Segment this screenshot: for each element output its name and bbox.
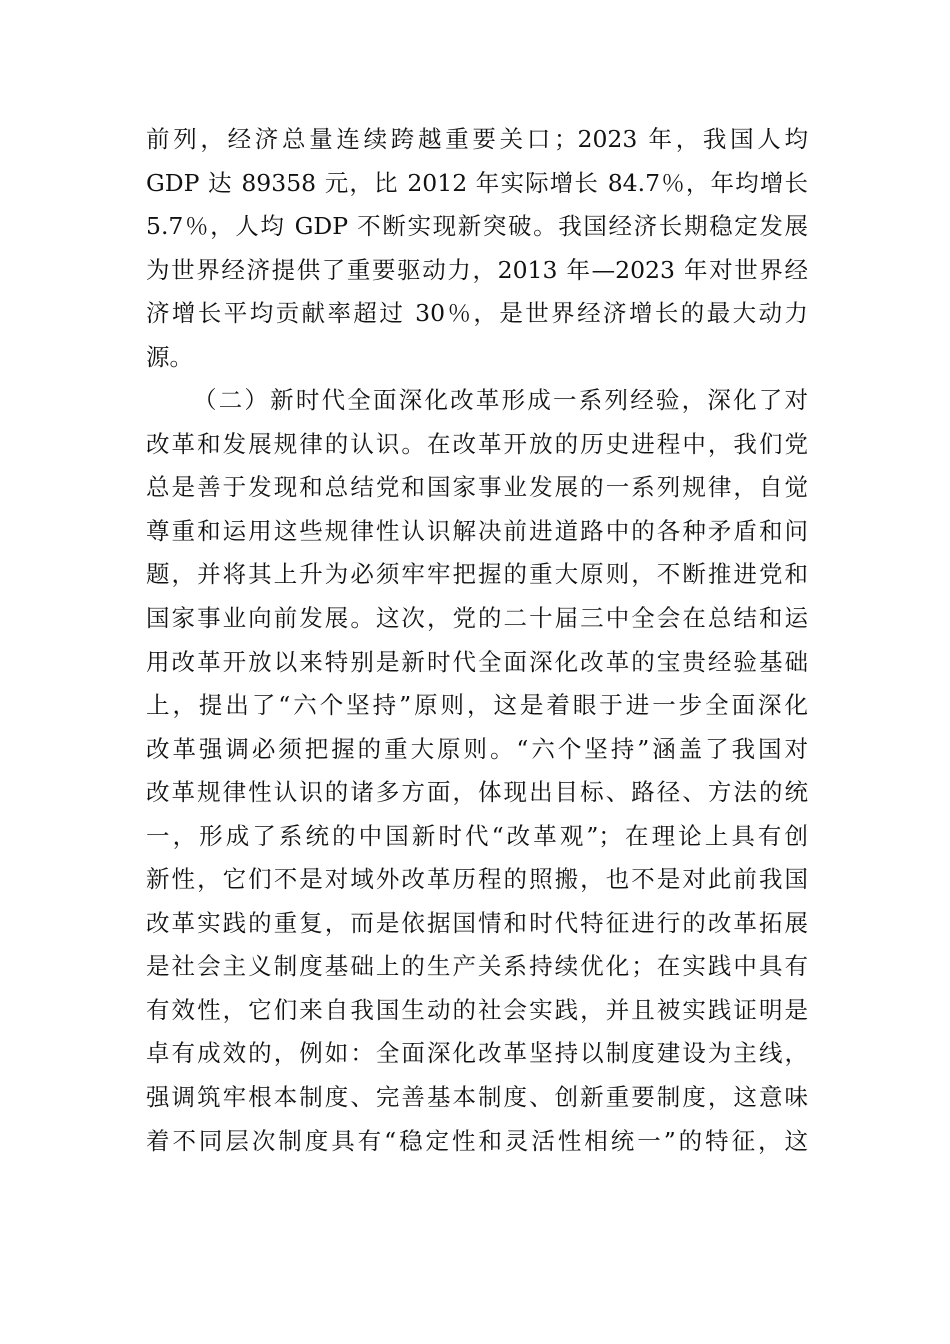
text-line: 题，并将其上升为必须牢牢把握的重大原则，不断推进党和	[146, 560, 808, 589]
text-line: 卓有成效的，例如：全面深化改革坚持以制度建设为主线，	[146, 1039, 808, 1068]
text-line: 是社会主义制度基础上的生产关系持续优化；在实践中具有	[146, 952, 808, 981]
body-text	[146, 118, 808, 1163]
text-line: 济增长平均贡献率超过 30％，是世界经济增长的最大动力	[146, 299, 808, 328]
section-heading-line: （二）新时代全面深化改革形成一系列经验，深化了对	[193, 386, 808, 415]
text-line: 尊重和运用这些规律性认识解决前进道路中的各种矛盾和问	[146, 516, 808, 545]
text-line: 上，提出了“六个坚持”原则，这是着眼于进一步全面深化	[146, 691, 808, 720]
text-line: GDP 达 89358 元，比 2012 年实际增长 84.7％，年均增长	[146, 168, 808, 197]
text-line: 总是善于发现和总结党和国家事业发展的一系列规律，自觉	[146, 473, 808, 502]
text-line: 改革强调必须把握的重大原则。“六个坚持”涵盖了我国对	[146, 734, 808, 763]
text-line: 前列，经济总量连续跨越重要关口；2023 年，我国人均	[146, 125, 808, 153]
text-line: 为世界经济提供了重要驱动力，2013 年—2023 年对世界经	[146, 255, 808, 284]
text-line: 强调筑牢根本制度、完善基本制度、创新重要制度，这意味	[146, 1083, 808, 1112]
text-line: 国家事业向前发展。这次，党的二十届三中全会在总结和运	[146, 604, 808, 633]
text-line: 用改革开放以来特别是新时代全面深化改革的宝贵经验基础	[146, 647, 808, 676]
text-line: 改革实践的重复，而是依据国情和时代特征进行的改革拓展	[146, 908, 808, 937]
text-line: 一，形成了系统的中国新时代“改革观”；在理论上具有创	[146, 821, 808, 850]
text-line: 有效性，它们来自我国生动的社会实践，并且被实践证明是	[146, 995, 808, 1024]
text-line: 改革规律性认识的诸多方面，体现出目标、路径、方法的统	[146, 778, 808, 807]
text-line: 着不同层次制度具有“稳定性和灵活性相统一”的特征，这	[146, 1126, 808, 1155]
text-line: 改革和发展规律的认识。在改革开放的历史进程中，我们党	[146, 429, 808, 458]
text-line: 5.7％，人均 GDP 不断实现新突破。我国经济长期稳定发展	[146, 212, 808, 241]
text-line: 新性，它们不是对域外改革历程的照搬，也不是对此前我国	[146, 865, 808, 894]
paragraph-end-line: 源。	[146, 342, 193, 371]
